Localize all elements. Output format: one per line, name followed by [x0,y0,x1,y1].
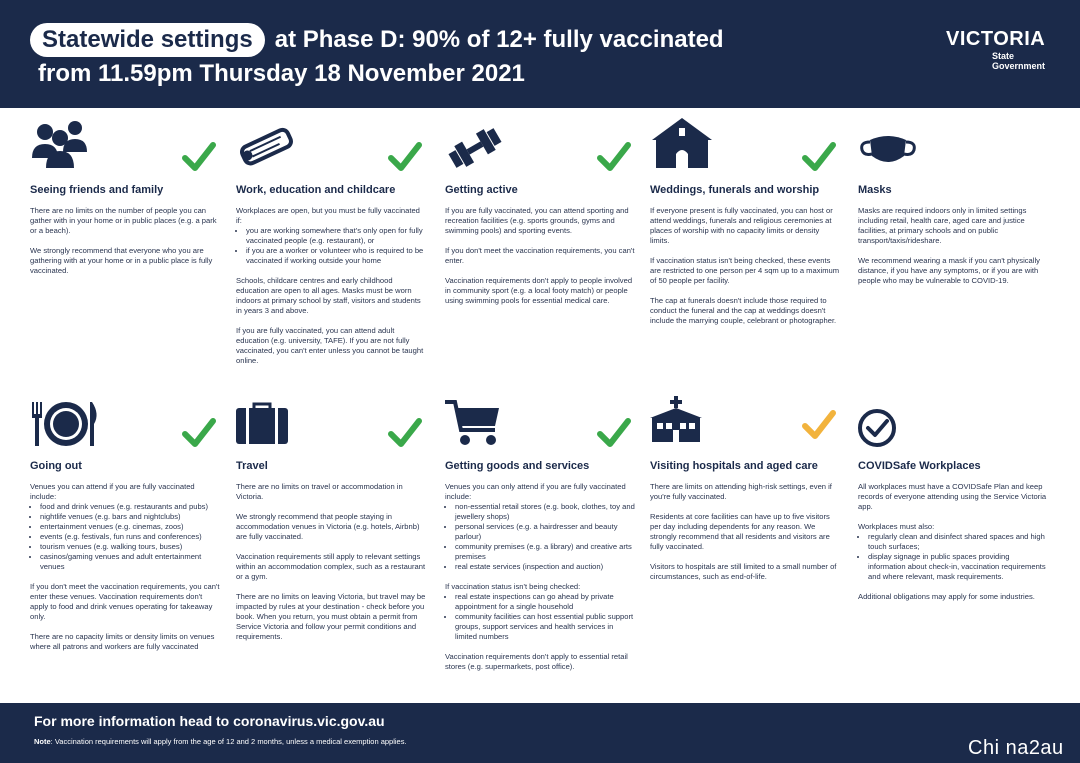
list-item: • community premises (e.g. a library) and creative arts premises [455,542,635,562]
green-check-icon [597,416,631,450]
footer-note-label: Note [34,737,51,746]
tile-paragraph: If you are fully vaccinated, you can attend adult education (e.g. university, TAFE). If you are not fully vaccinated, you can't enter unless you cannot be taught online. [236,326,424,365]
list-item: • entertainment venues (e.g. cinemas, zoos) [40,522,220,532]
list-item: • regularly clean and disinfect shared spaces and high touch surfaces; [868,532,1048,552]
green-check-icon [802,140,836,174]
list-item: • non-essential retail stores (e.g. book, clothes, toy and jewellery shops) [455,502,635,522]
list-item: • real estate services (inspection and auction) [455,562,635,572]
list-item: • display signage in public spaces providing information about check-in, vaccination requirements and where relevant, mask requirements. [868,552,1048,582]
title-phase: at Phase D: 90% of 12+ fully vaccinated [274,26,724,53]
hospital-icon [650,394,720,450]
tile-paragraph: If you don't meet the vaccination requirements, you can't enter these venues. Vaccination requirements don't apply to food and drink venues operating for takeaway only. [30,582,220,621]
tile-title: Travel [236,460,268,472]
logo-wordmark: VICTORIA [946,28,1046,50]
suitcase-icon [236,394,306,450]
watermark: Chi na2au [968,737,1064,759]
tile-title: Weddings, funerals and worship [650,184,820,196]
tile-paragraph: We strongly recommend that people staying in accommodation venues in Victoria (e.g. hotels, Airbnb) are fully vaccinated. [236,512,420,541]
tile-title: Visiting hospitals and aged care [650,460,818,472]
tile-paragraph: Vaccination requirements don't apply to people involved in community sport (e.g. a local footy match) or people using swimming pools for essential medical care. [445,276,633,305]
tile-paragraph: Vaccination requirements still apply to relevant settings within an accommodation complex, such as a restaurant or a gym. [236,552,426,581]
tile-title: Seeing friends and family [30,184,164,196]
tile-paragraph: Residents at core facilities can have up to five visitors per day including dependents for any reason. We strongly recommend that all residents and visitors are fully vaccinated. [650,512,830,551]
tile-paragraph: There are no limits on travel or accommodation in Victoria. [236,482,403,501]
list-item: • personal services (e.g. a hairdresser and beauty parlour) [455,522,635,542]
dining-icon [30,394,100,450]
tile-bullets [858,532,1048,582]
tile-paragraph: There are no limits on leaving Victoria, but travel may be impacted by rules at your destination - check before you book. When you return, you must obtain a permit from Service Victoria and follow your permit conditions and requirements. [236,592,426,641]
dumbbell-icon [445,118,515,174]
tile-paragraph: We strongly recommend that everyone who you are gathering with at your home or in a public place is fully vaccinated. [30,246,213,275]
list-item: • you are working somewhere that's only open for fully vaccinated people (e.g. restaurant), or [246,226,426,246]
tile-body [30,482,220,662]
tile-body [236,206,426,376]
tile-paragraph: There are no limits on the number of people you can gather with in your home or in public places (e.g. a park or a beach). [30,206,217,235]
tile-paragraph: Additional obligations may apply for some industries. [858,592,1035,601]
people-icon [30,118,100,174]
tile-paragraph: If vaccination status isn't being checked: [445,582,581,591]
title-line-2: from 11.59pm Thursday 18 November 2021 [38,60,525,87]
tile-paragraph: If everyone present is fully vaccinated, you can host or attend weddings, funerals and religious ceremonies at places of worship with no capacity limits or density limits. [650,206,833,245]
tile-paragraph: Venues you can only attend if you are fully vaccinated include: [445,482,626,501]
shopping-cart-icon [445,394,515,450]
footer-more-info: For more information head to coronavirus.vic.gov.au [34,713,385,729]
diploma-icon [236,118,306,174]
tile-paragraph: If you don't meet the vaccination requirements, you can't enter. [445,246,635,265]
green-check-icon [388,140,422,174]
tile-body [30,206,220,286]
tile-paragraph: There are limits on attending high-risk settings, even if you're fully vaccinated. [650,482,832,501]
header-banner [0,0,1080,108]
amber-check-icon [802,408,836,442]
footer-note [34,737,407,746]
tile-body [858,482,1048,612]
tile-bullets [445,502,635,572]
chapel-icon [650,118,720,174]
tile-title: COVIDSafe Workplaces [858,460,981,472]
list-item: • tourism venues (e.g. walking tours, buses) [40,542,220,552]
tile-paragraph: If vaccination status isn't being checked, these events are restricted to one person per 4 sqm up to a maximum of 50 people per facility. [650,256,840,285]
tile-bullets [30,502,220,572]
green-check-icon [388,416,422,450]
tile-bullets [445,592,635,642]
logo-sub-government: Government [992,61,1046,71]
tile-paragraph: If you are fully vaccinated, you can attend sporting and recreation facilities (e.g. sports grounds, gyms and swimming pools) and sporting events. [445,206,629,235]
tile-paragraph: Vaccination requirements don't apply to essential retail stores (e.g. supermarkets, post office). [445,652,628,671]
green-check-icon [597,140,631,174]
green-check-icon [182,416,216,450]
tile-paragraph: Schools, childcare centres and early childhood education are open to all ages. Masks must be worn indoors at primary school by staff, visitors and students in years 3 and above. [236,276,421,315]
tile-paragraph: The cap at funerals doesn't include those required to conduct the funeral and the cap at weddings doesn't include the marrying couple, celebrant or photographer. [650,296,837,325]
statewide-settings-pill: Statewide settings [30,23,265,57]
tile-body [858,206,1048,296]
title-line-1 [30,22,724,58]
tile-body [445,482,635,682]
tile-body [650,482,840,592]
tile-paragraph: Visitors to hospitals are still limited to a small number of circumstances, such as end-of-life. [650,562,837,581]
covidsafe-check-icon [858,394,928,450]
tile-bullets [236,226,426,266]
tile-title: Getting active [445,184,518,196]
tile-title: Getting goods and services [445,460,590,472]
tile-paragraph: There are no capacity limits or density limits on venues where all patrons and workers are fully vaccinated [30,632,215,651]
tile-title: Work, education and childcare [236,184,396,196]
tile-paragraph: Masks are required indoors only in limited settings including retail, health care, aged care and justice facilities, at primary schools and on public transport/taxis/rideshare. [858,206,1027,245]
green-check-icon [182,140,216,174]
tile-paragraph: Workplaces must also: [858,522,935,531]
list-item: • real estate inspections can go ahead by private appointment for a single household [455,592,635,612]
mask-icon [858,118,928,174]
footer-note-text: : Vaccination requirements will apply from the age of 12 and 2 months, unless a medical exemption applies. [50,737,407,746]
tile-paragraph: Workplaces are open, but you must be fully vaccinated if: [236,206,420,225]
tile-title: Masks [858,184,892,196]
footer-banner [0,703,1080,763]
tile-paragraph: We recommend wearing a mask if you can't physically distance, if you have any symptoms, or if you are with people who may be vulnerable to COVID-19. [858,256,1040,285]
list-item: • casinos/gaming venues and adult entertainment venues [40,552,220,572]
tile-body [236,482,426,652]
tile-paragraph: All workplaces must have a COVIDSafe Plan and keep records of everyone attending using the Service Victoria app. [858,482,1047,511]
tile-body [445,206,635,316]
logo-sub-state: State [992,51,1015,61]
tile-title: Going out [30,460,82,472]
tile-body [650,206,840,336]
list-item: • if you are a worker or volunteer who is required to be vaccinated if working outside your home [246,246,426,266]
victoria-government-logo [946,28,1045,71]
tile-paragraph: Venues you can attend if you are fully vaccinated include: [30,482,195,501]
list-item: • nightlife venues (e.g. bars and nightclubs) [40,512,220,522]
list-item: • events (e.g. festivals, fun runs and conferences) [40,532,220,542]
list-item: • community facilities can host essential public support groups, support services and health services in limited numbers [455,612,635,642]
list-item: • food and drink venues (e.g. restaurants and pubs) [40,502,220,512]
